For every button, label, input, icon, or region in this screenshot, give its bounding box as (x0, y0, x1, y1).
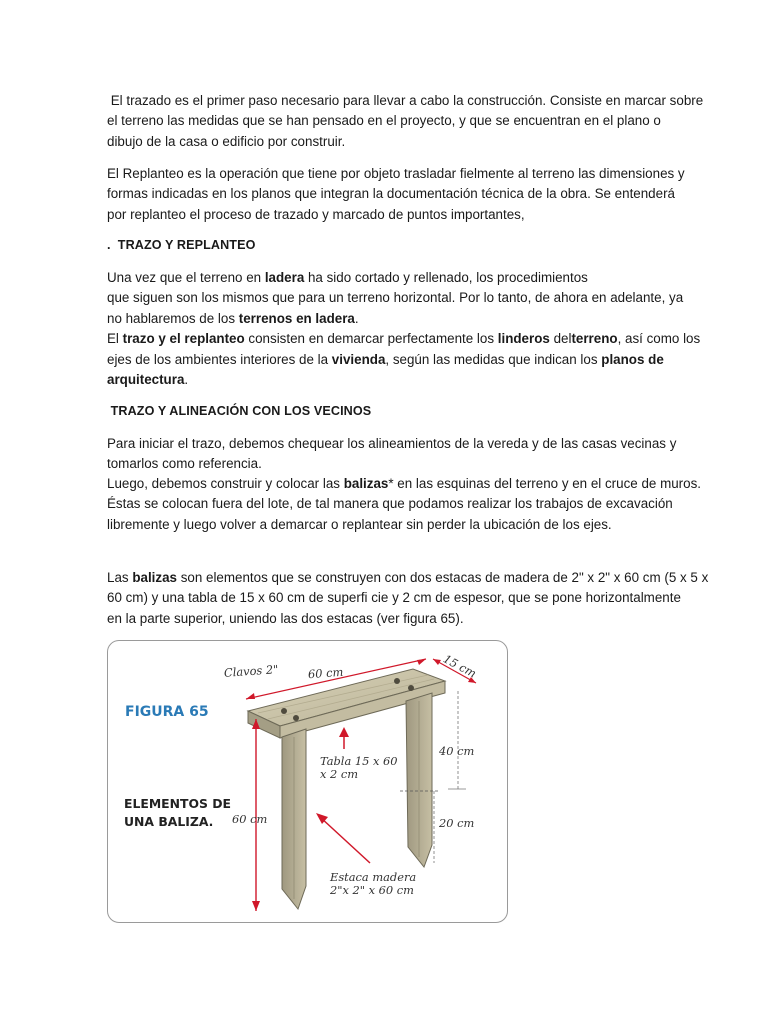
paragraph-balizas-definicion (107, 568, 709, 629)
text-run: Las (107, 570, 133, 585)
label-clavos: Clavos 2" (223, 662, 279, 680)
bold-term-balizas: balizas (132, 570, 177, 585)
text-line: dibujo de la casa o edificio por construir. (107, 133, 346, 149)
bold-term-arquitectura: arquitectura (107, 372, 185, 388)
label-estaca-line: Estaca madera (330, 870, 417, 884)
text-line (107, 474, 701, 494)
text-line (107, 350, 667, 370)
paragraph-iniciar-trazo (107, 434, 677, 475)
label-tabla-line: Tabla 15 x 60 (320, 754, 398, 768)
paragraph-trazado-intro (107, 91, 704, 152)
text-run: El (107, 331, 123, 347)
label-estaca (330, 871, 416, 897)
paragraph-balizas-colocacion (107, 474, 701, 535)
text-line: libremente y luego volver a demarcar o replantear sin perder la ubicación de los ejes. (107, 516, 612, 532)
text-line: por replanteo el proceso de trazado y marcado de puntos importantes, (107, 206, 525, 222)
bold-term-linderos: linderos (497, 331, 550, 347)
text-line (107, 370, 667, 390)
text-run: . (354, 310, 359, 326)
paragraph-terreno-ladera (107, 268, 701, 390)
label-tabla-line: x 2 cm (320, 767, 359, 781)
bold-term-ladera: ladera (264, 270, 305, 285)
figure-65-baliza (107, 640, 508, 923)
text-run: Luego, debemos construir y colocar las (107, 476, 344, 491)
arrow-to-tabla (339, 727, 349, 749)
text-line: formas indicadas en los planos que integran la documentación técnica de la obra. Se entenderá (107, 186, 675, 202)
label-60cm-side: 60 cm (232, 812, 268, 826)
label-estaca-line: 2"x 2" x 60 cm (330, 883, 414, 897)
text-line (107, 329, 701, 349)
label-tabla (320, 755, 398, 781)
bold-term-terreno: terreno (571, 331, 618, 347)
heading-trazo-y-alineacion: TRAZO Y ALINEACIÓN CON LOS VECINOS (107, 404, 372, 418)
text-line (107, 568, 709, 588)
text-line (107, 309, 667, 329)
text-line: Para iniciar el trazo, debemos chequear los alineamientos de la vereda y de las casas vecinas y (107, 436, 677, 451)
text-line: 60 cm) y una tabla de 15 x 60 cm de superfi cie y 2 cm de espesor, que se pone horizontalmente (107, 590, 681, 606)
text-run: , así como los (617, 331, 701, 347)
figure-caption-line: UNA BALIZA. (124, 814, 214, 829)
text-line: El Replanteo es la operación que tiene por objeto trasladar fielmente al terreno las dimensiones y (107, 166, 685, 181)
text-line: El trazado es el primer paso necesario para llevar a cabo la construcción. Consiste en marcar sobre (107, 93, 704, 108)
label-20cm: 20 cm (439, 816, 475, 830)
dimension-40cm (448, 691, 466, 789)
text-run: ha sido cortado y rellenado, los procedimientos (304, 270, 588, 285)
text-run: * en las esquinas del terreno y en el cruce de muros. (388, 476, 701, 491)
figure-caption (124, 795, 231, 831)
label-40cm: 40 cm (439, 744, 475, 758)
text-run: consisten en demarcar perfectamente los (244, 331, 498, 347)
bold-term-planos-de: planos de (601, 351, 664, 367)
text-line (107, 268, 667, 288)
heading-trazo-y-replanteo: . TRAZO Y REPLANTEO (107, 238, 256, 252)
text-run: ejes de los ambientes interiores de la (107, 351, 332, 367)
label-top-width: 60 cm (307, 664, 344, 682)
text-run: Una vez que el terreno en (107, 270, 265, 285)
figure-caption-line: ELEMENTOS DE (124, 796, 231, 811)
text-run: no hablaremos de los (107, 310, 239, 326)
text-run: son elementos que se construyen con dos estacas de madera de 2" x 2" x 60 cm (5 x 5 x (176, 570, 709, 585)
text-line: que siguen son los mismos que para un terreno horizontal. Por lo tanto, de ahora en adelante, ya (107, 290, 684, 306)
bold-term-terrenos-en-ladera: terrenos en ladera (238, 310, 355, 326)
text-line: Éstas se colocan fuera del lote, de tal manera que podamos realizar los trabajos de excavación (107, 496, 673, 512)
baliza-illustration (108, 641, 507, 922)
text-line: el terreno las medidas que se han pensado en el proyecto, y que se encuentran en el plano o (107, 113, 661, 129)
paragraph-replanteo-definition (107, 164, 685, 225)
estaca-right (400, 693, 440, 867)
bold-term-vivienda: vivienda (331, 351, 386, 367)
text-line: en la parte superior, uniendo las dos estacas (ver figura 65). (107, 610, 464, 626)
arrow-to-estaca (316, 813, 370, 863)
label-depth: 15 cm (441, 651, 479, 681)
text-line: tomarlos como referencia. (107, 456, 262, 472)
text-run: , según las medidas que indican los (385, 351, 602, 367)
text-run: del (549, 331, 572, 347)
text-run: . (184, 372, 189, 388)
bold-term-balizas: balizas (343, 476, 389, 491)
bold-term-trazo-y-replanteo: trazo y el replanteo (122, 331, 245, 347)
estaca-left (282, 729, 306, 909)
figure-title: FIGURA 65 (125, 704, 209, 720)
